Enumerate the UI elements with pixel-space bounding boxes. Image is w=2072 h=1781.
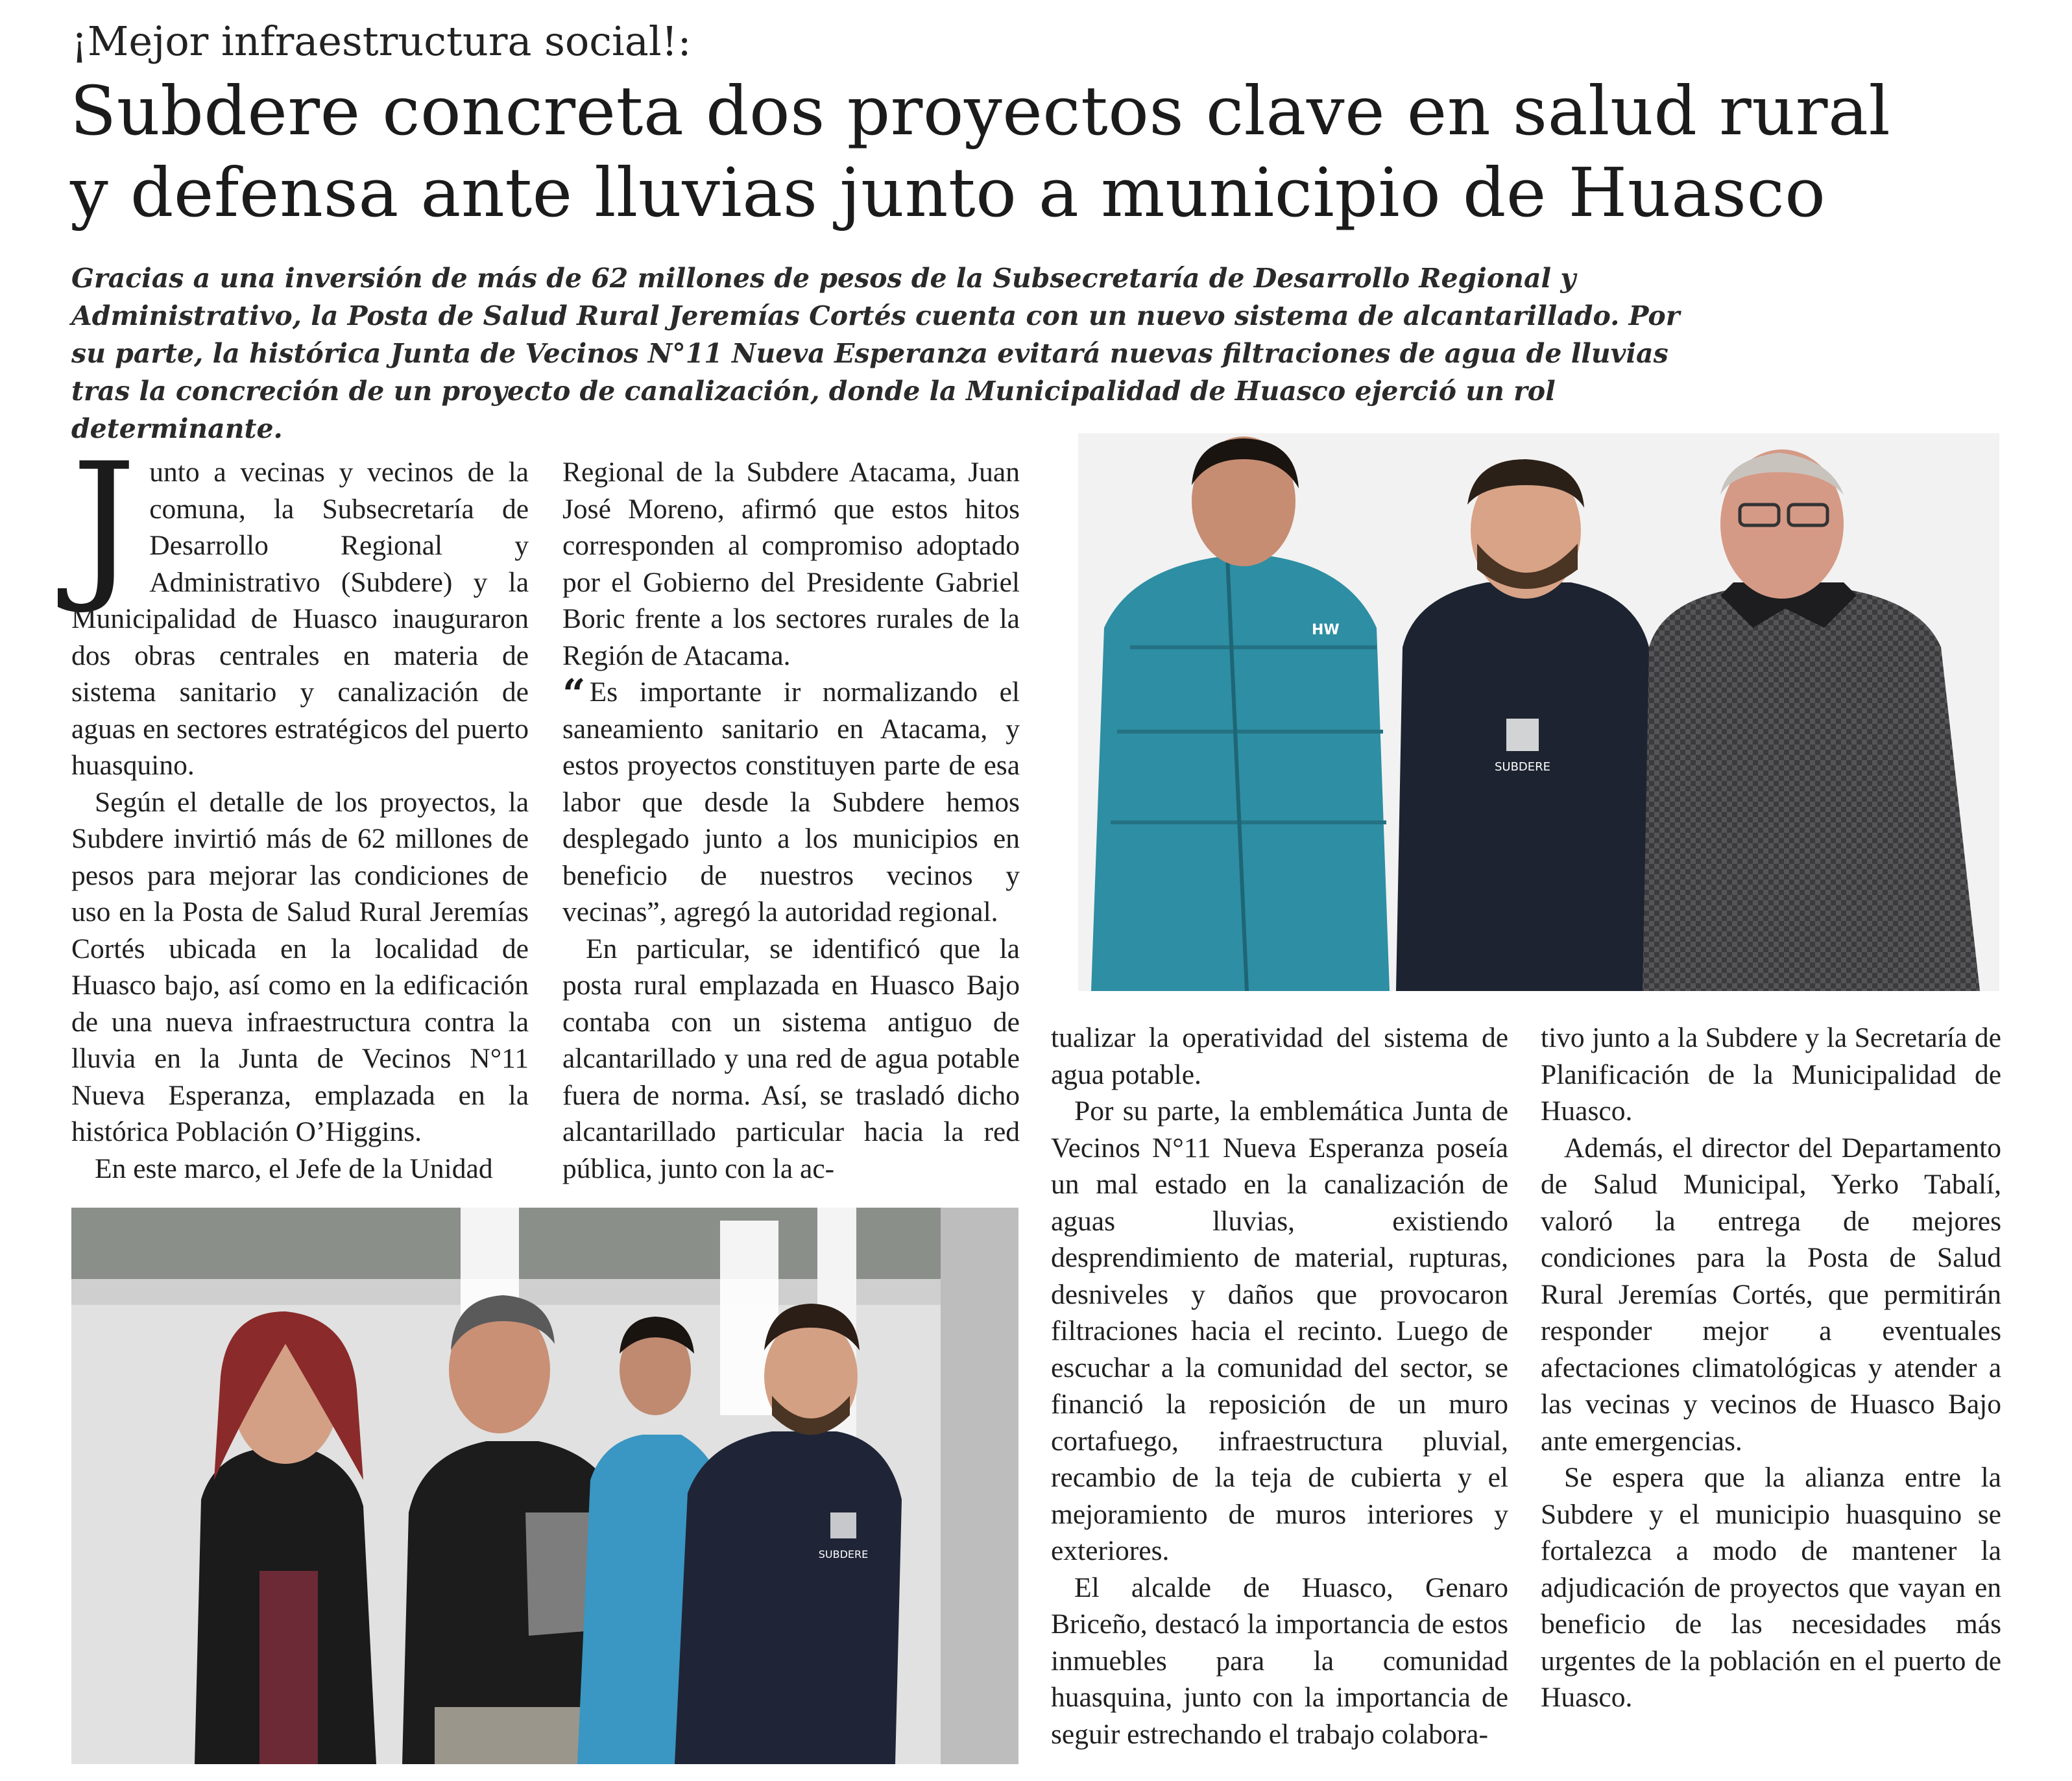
column-3 [1051, 1020, 1508, 1752]
body-paragraph-9: Se espera que la alianza entre la Subdere y el municipio huasquino se fortalezca a modo de mantener la adjudicación de proyectos que vayan en beneficio de las necesidades más urgentes de la población en el puerto de Huasco. [1541, 1462, 2001, 1713]
column-2 [562, 454, 1020, 1187]
photo-group-walking [71, 1208, 1018, 1764]
pull-quote-text: Es importante ir normalizando el saneamiento sanitario en Atacama, y estos proyectos constituyen parte de esa labor que desde la Subdere hemos desplegado junto a los municipios en beneficio de nuestros vecinos y vecinas”, agregó la autoridad regional. [562, 676, 1020, 927]
kicker: ¡Mejor infraestructura social!: [71, 18, 692, 65]
body-paragraph-7-continued: tivo junto a la Subdere y la Secretaría de Planificación de la Municipalidad de Huasco. [1541, 1022, 2001, 1127]
drop-cap: J [71, 428, 137, 617]
headline-line-2: y defensa ante lluvias junto a municipio de Huasco [70, 153, 1826, 232]
column-1 [71, 428, 529, 1187]
photo-three-men [1078, 433, 1999, 991]
lead-paragraph: Gracias a una inversión de más de 62 millones de pesos de la Subsecretaría de Desarrollo Regional y Administrativo, la Posta de Salud Rural Jeremías Cortés cuenta con un nuevo sistema de alcantarillado. Por su parte, la histórica Junta de Vecinos N°11 Nueva Esperanza evitará nuevas filtraciones de agua de lluvias tras la concreción de un proyecto de canalización, donde la Municipalidad de Huasco ejerció un rol determinante. [71, 263, 1680, 444]
body-paragraph-5-continued: tualizar la operatividad del sistema de agua potable. [1051, 1022, 1508, 1090]
body-paragraph-8: Además, el director del Departamento de Salud Municipal, Yerko Tabalí, valoró la entrega de mejores condiciones para la Posta de Salud Rural Jeremías Cortés, que permitirán responder mejor a eventuales afectaciones climatológicas y atender a las vecinas y vecinos de Huasco Bajo ante emergencias. [1541, 1132, 2001, 1457]
body-paragraph-1: unto a vecinas y vecinos de la comuna, la Subsecretaría de Desarrollo Regional y Administrativo (Subdere) y la Municipalidad de Huasco inauguraron dos obras centrales en materia de sistema sanitario y canalización de aguas en sectores estratégicos del puerto huasquino. [71, 457, 529, 781]
body-paragraph-3-continued: Regional de la Subdere Atacama, Juan José Moreno, afirmó que estos hitos corresponden al compromiso adoptado por el Gobierno del Presidente Gabriel Boric frente a los sectores rurales de la Región de Atacama. [562, 457, 1020, 671]
column-4 [1541, 1020, 2001, 1716]
pull-quote [562, 670, 1020, 931]
body-paragraph-5: En particular, se identificó que la posta rural emplazada en Huasco Bajo contaba con un sistema antiguo de alcantarillado y una red de agua potable fuera de norma. Así, se trasladó dicho alcantarillado particular hacia la red pública, junto con la ac- [562, 933, 1020, 1184]
photo-three-men-illustration [1078, 433, 1999, 991]
body-paragraph-2: Según el detalle de los proyectos, la Subdere invirtió más de 62 millones de pesos para mejorar las condiciones de uso en la Posta de Salud Rural Jeremías Cortés ubicada en la localidad de Huasco bajo, así como en la edificación de una nueva infraestructura contra la lluvia en la Junta de Vecinos N°11 Nueva Esperanza, emplazada en la histórica Población O’Higgins. [71, 786, 529, 1147]
photo1-jacket-text: HW [1312, 622, 1340, 638]
headline [70, 70, 2016, 233]
headline-line-1: Subdere concreta dos proyectos clave en salud rural [70, 71, 1891, 150]
photo-group-walking-illustration [71, 1208, 1018, 1764]
photo2-logo-text: SUBDERE [818, 1548, 869, 1560]
body-paragraph-7: El alcalde de Huasco, Genaro Briceño, destacó la importancia de estos inmuebles para la comunidad huasquina, junto con la importancia de seguir estrechando el trabajo colabora- [1051, 1572, 1508, 1750]
body-paragraph-3: En este marco, el Jefe de la Unidad [95, 1153, 493, 1184]
photo1-logo-text: SUBDERE [1494, 760, 1551, 774]
body-paragraph-6: Por su parte, la emblemática Junta de Vecinos N°11 Nueva Esperanza poseía un mal estado en la canalización de aguas lluvias, existiendo desprendimiento de material, rupturas, desniveles y daños que provocaron filtraciones hacia el recinto. Luego de escuchar a la comunidad del sector, se financió la reposición de un muro cortafuego, infraestructura pluvial, recambio de la teja de cubierta y el mejoramiento de muros interiores y exteriores. [1051, 1095, 1508, 1566]
quote-mark-icon: “ [562, 670, 586, 717]
